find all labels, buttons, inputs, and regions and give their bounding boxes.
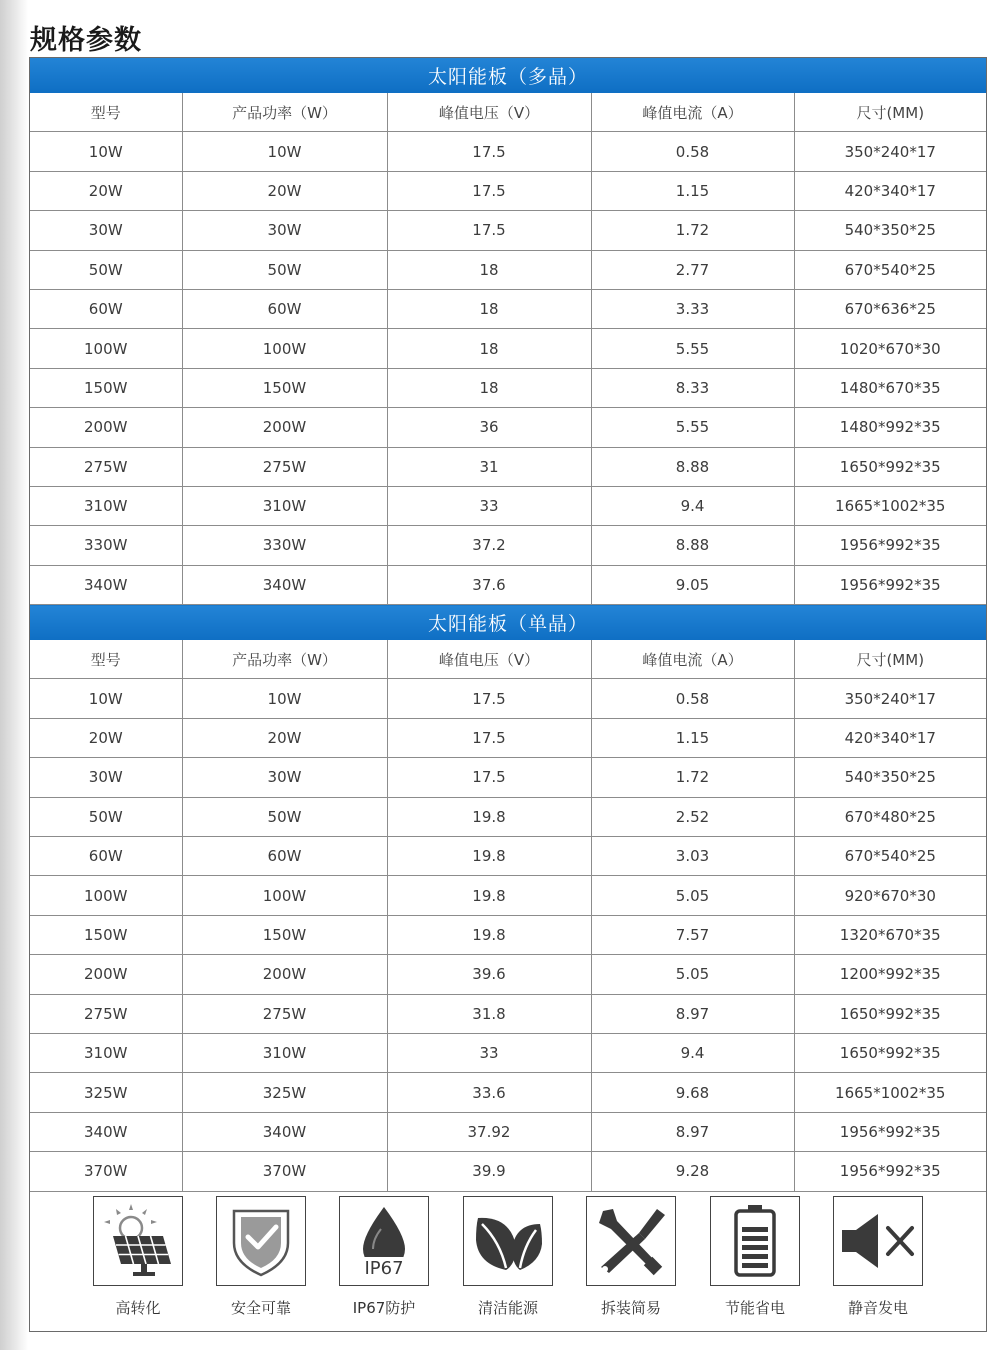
cell-power: 310W [182, 1033, 387, 1072]
cell-dimensions: 670*540*25 [794, 250, 986, 289]
cell-peak-current: 9.4 [591, 1033, 794, 1072]
cell-peak-current: 1.72 [591, 758, 794, 797]
cell-peak-current: 5.05 [591, 876, 794, 915]
column-header-peak-current: 峰值电流（A） [591, 640, 794, 679]
cell-model: 200W [30, 955, 182, 994]
cell-peak-voltage: 37.92 [387, 1112, 591, 1151]
cell-peak-current: 9.05 [591, 565, 794, 604]
cell-peak-current: 8.97 [591, 1112, 794, 1151]
cell-peak-current: 0.58 [591, 132, 794, 171]
cell-peak-voltage: 39.9 [387, 1152, 591, 1191]
cell-peak-current: 8.97 [591, 994, 794, 1033]
cell-dimensions: 350*240*17 [794, 132, 986, 171]
feature-label: 静音发电 [847, 1299, 908, 1317]
cell-model: 60W [30, 837, 182, 876]
cell-power: 325W [182, 1073, 387, 1112]
cell-model: 370W [30, 1152, 182, 1191]
cell-model: 30W [30, 211, 182, 250]
solar-panel-icon [99, 1202, 177, 1280]
table-row [30, 565, 986, 604]
cell-power: 100W [182, 876, 387, 915]
feature-silent [823, 1196, 933, 1318]
table-row [30, 837, 986, 876]
cell-dimensions: 1665*1002*35 [794, 1073, 986, 1112]
cell-model: 20W [30, 718, 182, 757]
table-row [30, 758, 986, 797]
mono-section-header [30, 605, 986, 640]
cell-peak-voltage: 17.5 [387, 171, 591, 210]
cell-peak-voltage: 18 [387, 250, 591, 289]
table-row [30, 211, 986, 250]
cell-power: 60W [182, 289, 387, 328]
feature-ip67 [329, 1196, 439, 1318]
cell-dimensions: 1650*992*35 [794, 1033, 986, 1072]
table-row [30, 1152, 986, 1191]
ip67-label: IP67 [364, 1258, 404, 1279]
cell-peak-voltage: 19.8 [387, 797, 591, 836]
leaf-icon [470, 1206, 546, 1276]
cell-peak-current: 5.05 [591, 955, 794, 994]
table-row [30, 679, 986, 718]
cell-dimensions: 1956*992*35 [794, 526, 986, 565]
cell-dimensions: 1200*992*35 [794, 955, 986, 994]
cell-peak-voltage: 17.5 [387, 718, 591, 757]
cell-model: 310W [30, 1033, 182, 1072]
cell-power: 200W [182, 955, 387, 994]
table-row [30, 486, 986, 525]
cell-peak-current: 9.68 [591, 1073, 794, 1112]
mute-speaker-icon [838, 1206, 918, 1276]
cell-model: 60W [30, 289, 182, 328]
cell-power: 50W [182, 250, 387, 289]
table-row [30, 876, 986, 915]
feature-high-conversion [83, 1196, 193, 1318]
cell-peak-current: 0.58 [591, 679, 794, 718]
cell-peak-voltage: 17.5 [387, 211, 591, 250]
cell-peak-current: 8.33 [591, 368, 794, 407]
column-header-row [30, 93, 986, 132]
cell-power: 100W [182, 329, 387, 368]
table-row [30, 368, 986, 407]
column-header-power: 产品功率（W） [182, 93, 387, 132]
column-header-peak-current: 峰值电流（A） [591, 93, 794, 132]
table-row [30, 1073, 986, 1112]
cell-model: 275W [30, 994, 182, 1033]
cell-power: 340W [182, 565, 387, 604]
cell-power: 20W [182, 718, 387, 757]
cell-power: 60W [182, 837, 387, 876]
cell-model: 150W [30, 915, 182, 954]
cell-power: 150W [182, 368, 387, 407]
cell-peak-voltage: 18 [387, 289, 591, 328]
cell-dimensions: 1020*670*30 [794, 329, 986, 368]
cell-peak-current: 3.03 [591, 837, 794, 876]
cell-dimensions: 1956*992*35 [794, 1152, 986, 1191]
column-header-model: 型号 [30, 640, 182, 679]
cell-power: 275W [182, 447, 387, 486]
column-header-peak-voltage: 峰值电压（V） [387, 93, 591, 132]
cell-model: 10W [30, 679, 182, 718]
column-header-dimensions: 尺寸(MM) [794, 640, 986, 679]
poly-section-header [30, 58, 986, 93]
cell-power: 275W [182, 994, 387, 1033]
shield-check-icon [228, 1203, 294, 1279]
cell-model: 30W [30, 758, 182, 797]
cell-peak-voltage: 33 [387, 486, 591, 525]
cell-model: 100W [30, 329, 182, 368]
cell-model: 275W [30, 447, 182, 486]
cell-peak-current: 1.15 [591, 718, 794, 757]
table-row [30, 408, 986, 447]
cell-model: 200W [30, 408, 182, 447]
battery-icon [730, 1203, 780, 1279]
feature-label: IP67防护 [352, 1299, 416, 1317]
cell-peak-current: 1.72 [591, 211, 794, 250]
cell-dimensions: 670*480*25 [794, 797, 986, 836]
cell-dimensions: 350*240*17 [794, 679, 986, 718]
feature-icons [30, 1196, 986, 1331]
table-row [30, 250, 986, 289]
table-row [30, 1033, 986, 1072]
table-row [30, 915, 986, 954]
cell-model: 325W [30, 1073, 182, 1112]
table-row [30, 526, 986, 565]
cell-dimensions: 1956*992*35 [794, 565, 986, 604]
cell-model: 10W [30, 132, 182, 171]
cell-dimensions: 1320*670*35 [794, 915, 986, 954]
spec-table-frame [29, 57, 987, 1332]
page-title: 规格参数 [30, 25, 142, 56]
cell-model: 340W [30, 1112, 182, 1151]
cell-dimensions: 540*350*25 [794, 211, 986, 250]
table-row [30, 289, 986, 328]
cell-power: 20W [182, 171, 387, 210]
ip67-drop-icon [349, 1201, 419, 1281]
feature-label: 高转化 [115, 1299, 161, 1317]
feature-energy-saving [700, 1196, 810, 1318]
cell-peak-current: 1.15 [591, 171, 794, 210]
cell-model: 50W [30, 797, 182, 836]
feature-label: 节能省电 [724, 1299, 785, 1317]
table-row [30, 994, 986, 1033]
cell-peak-voltage: 31.8 [387, 994, 591, 1033]
cell-peak-current: 7.57 [591, 915, 794, 954]
table-row [30, 171, 986, 210]
cell-dimensions: 920*670*30 [794, 876, 986, 915]
cell-peak-voltage: 37.6 [387, 565, 591, 604]
cell-model: 340W [30, 565, 182, 604]
cell-peak-current: 5.55 [591, 329, 794, 368]
cell-power: 10W [182, 679, 387, 718]
cell-model: 150W [30, 368, 182, 407]
table-row [30, 329, 986, 368]
cell-peak-voltage: 36 [387, 408, 591, 447]
cell-peak-voltage: 18 [387, 368, 591, 407]
cell-dimensions: 420*340*17 [794, 718, 986, 757]
cell-peak-voltage: 39.6 [387, 955, 591, 994]
cell-power: 150W [182, 915, 387, 954]
cell-model: 330W [30, 526, 182, 565]
cell-peak-voltage: 37.2 [387, 526, 591, 565]
column-header-power: 产品功率（W） [182, 640, 387, 679]
table-row [30, 955, 986, 994]
table-row [30, 132, 986, 171]
cell-power: 10W [182, 132, 387, 171]
feature-label: 清洁能源 [477, 1299, 538, 1317]
cell-dimensions: 1650*992*35 [794, 447, 986, 486]
cell-dimensions: 540*350*25 [794, 758, 986, 797]
cell-peak-current: 8.88 [591, 447, 794, 486]
cell-dimensions: 1480*992*35 [794, 408, 986, 447]
cell-peak-current: 3.33 [591, 289, 794, 328]
cell-power: 370W [182, 1152, 387, 1191]
cell-peak-voltage: 18 [387, 329, 591, 368]
cell-dimensions: 1480*670*35 [794, 368, 986, 407]
cell-power: 340W [182, 1112, 387, 1151]
cell-dimensions: 670*540*25 [794, 837, 986, 876]
cell-dimensions: 420*340*17 [794, 171, 986, 210]
feature-easy-install [576, 1196, 686, 1318]
cell-peak-current: 2.77 [591, 250, 794, 289]
cell-peak-current: 9.28 [591, 1152, 794, 1191]
cell-peak-voltage: 33 [387, 1033, 591, 1072]
feature-label: 安全可靠 [230, 1299, 291, 1317]
spec-table [30, 58, 986, 1192]
table-row [30, 797, 986, 836]
cell-peak-voltage: 19.8 [387, 876, 591, 915]
column-header-dimensions: 尺寸(MM) [794, 93, 986, 132]
table-row [30, 1112, 986, 1151]
cell-power: 200W [182, 408, 387, 447]
feature-safe-reliable [206, 1196, 316, 1318]
cell-peak-current: 9.4 [591, 486, 794, 525]
cell-dimensions: 1665*1002*35 [794, 486, 986, 525]
tools-icon [593, 1203, 669, 1279]
cell-peak-voltage: 17.5 [387, 758, 591, 797]
cell-model: 310W [30, 486, 182, 525]
section-title: 太阳能板（多晶） [30, 58, 986, 93]
cell-model: 100W [30, 876, 182, 915]
section-title: 太阳能板（单晶） [30, 605, 986, 640]
cell-dimensions: 1956*992*35 [794, 1112, 986, 1151]
table-row [30, 718, 986, 757]
cell-peak-voltage: 17.5 [387, 132, 591, 171]
cell-peak-voltage: 19.8 [387, 915, 591, 954]
cell-peak-voltage: 19.8 [387, 837, 591, 876]
cell-power: 310W [182, 486, 387, 525]
cell-peak-current: 2.52 [591, 797, 794, 836]
table-row [30, 447, 986, 486]
cell-power: 50W [182, 797, 387, 836]
cell-peak-voltage: 33.6 [387, 1073, 591, 1112]
cell-peak-current: 5.55 [591, 408, 794, 447]
cell-power: 330W [182, 526, 387, 565]
cell-model: 50W [30, 250, 182, 289]
cell-dimensions: 670*636*25 [794, 289, 986, 328]
feature-label: 拆装简易 [600, 1299, 661, 1317]
column-header-row [30, 640, 986, 679]
cell-model: 20W [30, 171, 182, 210]
cell-power: 30W [182, 211, 387, 250]
feature-clean-energy [453, 1196, 563, 1318]
cell-peak-voltage: 31 [387, 447, 591, 486]
column-header-peak-voltage: 峰值电压（V） [387, 640, 591, 679]
cell-peak-current: 8.88 [591, 526, 794, 565]
column-header-model: 型号 [30, 93, 182, 132]
cell-dimensions: 1650*992*35 [794, 994, 986, 1033]
cell-peak-voltage: 17.5 [387, 679, 591, 718]
cell-power: 30W [182, 758, 387, 797]
